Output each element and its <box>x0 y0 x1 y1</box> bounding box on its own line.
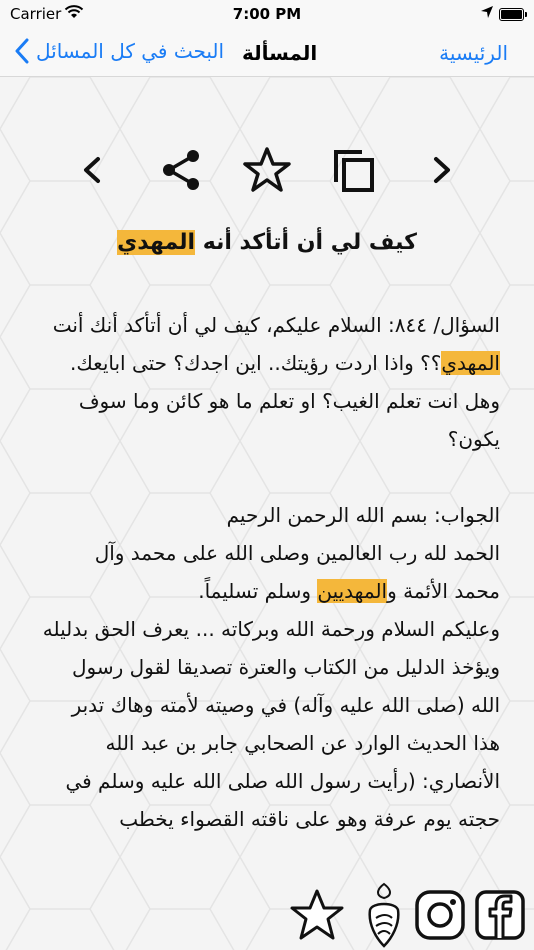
answer-line: الأنصاري: (رأيت رسول الله صلى الله عليه وسلم في <box>65 769 500 793</box>
status-bar <box>0 0 534 30</box>
answer-line: الله (صلى الله عليه وآله) في وصيته لأمته وهاك تدبر <box>71 693 500 717</box>
favorites-button[interactable] <box>287 880 347 950</box>
highlight-term: المهدي <box>441 351 500 375</box>
next-button[interactable] <box>414 142 470 198</box>
answer-line: وعليكم السلام ورحمة الله وبركاته ... يعرف الحق بدليله <box>42 617 500 641</box>
answer-line: هذا الحديث الوارد عن الصحابي جابر بن عبد الله <box>105 731 500 755</box>
chevron-right-icon <box>430 156 454 184</box>
answer-line: الحمد لله رب العالمين وصلى الله على محمد وآل <box>94 541 500 565</box>
share-icon <box>159 148 203 192</box>
answer-line <box>30 572 500 610</box>
favorite-button[interactable] <box>239 142 295 198</box>
answer-line: الجواب: بسم الله الرحمن الرحيم <box>226 503 500 527</box>
location-arrow-icon <box>480 5 494 23</box>
previous-button[interactable] <box>64 142 120 198</box>
question-line-text: ؟؟ واذا اردت رؤيتك.. اين اجدك؟ حتى ابايعك. <box>69 351 442 375</box>
question-body <box>30 306 500 836</box>
chevron-left-icon <box>14 38 30 64</box>
answer-line: ويؤخذ الدليل من الكتاب والعترة تصديقا لقول رسول <box>72 655 500 679</box>
page-title: المسألة <box>242 41 318 65</box>
status-time: 7:00 PM <box>232 5 302 23</box>
back-button[interactable] <box>14 38 224 64</box>
carrier-label: Carrier <box>10 5 62 23</box>
calligraphy-logo-icon <box>362 880 406 950</box>
share-button[interactable] <box>153 142 209 198</box>
app-logo[interactable] <box>354 880 414 950</box>
question-line <box>30 344 500 382</box>
highlight-term: المهديين <box>317 579 388 603</box>
instagram-button[interactable] <box>410 880 470 950</box>
bottom-bar <box>0 880 534 950</box>
question-line: وهل انت تعلم الغيب؟ او تعلم ما هو كائن وما سوف <box>78 389 500 413</box>
question-title <box>0 230 534 255</box>
paragraph-gap <box>30 458 500 496</box>
star-icon <box>242 146 292 194</box>
answer-line: حجته يوم عرفة وهو على ناقته القصواء يخطب <box>119 807 500 831</box>
question-line: يكون؟ <box>447 427 500 451</box>
instagram-icon <box>413 888 467 942</box>
question-title-text: كيف لي أن أتأكد أنه <box>202 230 417 255</box>
copy-button[interactable] <box>326 142 382 198</box>
answer-line-text: محمد الأئمة و <box>387 579 500 603</box>
copy-icon <box>332 148 376 192</box>
chevron-left-icon <box>80 156 104 184</box>
question-title-highlight: المهدي <box>117 230 196 255</box>
back-label: البحث في كل المسائل <box>36 39 225 63</box>
star-outline-icon <box>289 888 345 942</box>
battery-icon <box>499 8 524 21</box>
question-line: السؤال/ ٨٤٤: السلام عليكم، كيف لي أن أتأكد أنك أنت <box>52 313 500 337</box>
navigation-bar <box>0 30 534 77</box>
answer-line-text: وسلم تسليماً. <box>198 579 318 603</box>
question-toolbar <box>0 142 534 198</box>
home-button[interactable]: الرئيسية <box>439 41 508 65</box>
facebook-button[interactable] <box>470 880 530 950</box>
facebook-icon <box>473 888 527 942</box>
